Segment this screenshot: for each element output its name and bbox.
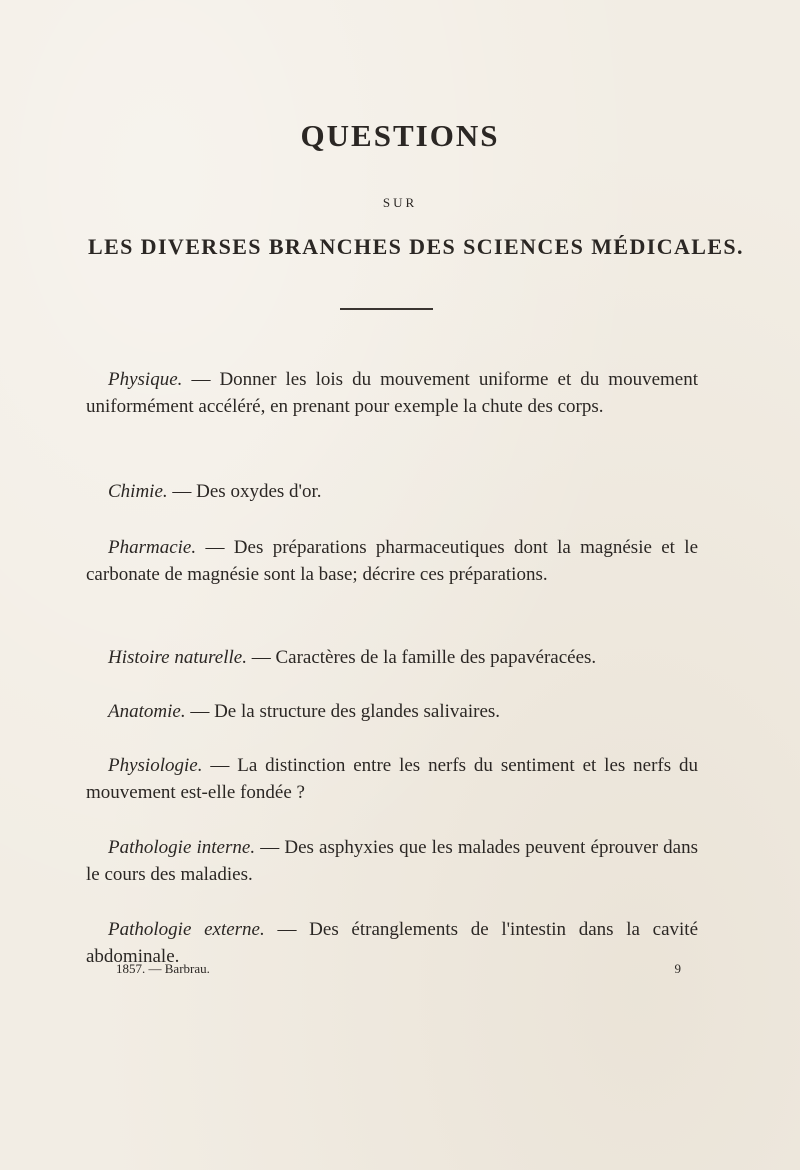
- printer-signature: 1857. — Barbrau.: [116, 961, 210, 976]
- question-histoire-naturelle: [86, 644, 596, 671]
- question-subject: Histoire naturelle.: [108, 647, 247, 668]
- question-subject: Physique.: [108, 369, 183, 390]
- question-subject: Anatomie.: [108, 701, 186, 722]
- title-connector: SUR: [382, 195, 418, 210]
- question-subject: Physiologie.: [108, 755, 203, 776]
- question-text: — Des préparations pharmaceutiques dont la magnésie et le carbonate de magnésie sont la base; décrire ces préparations.: [86, 537, 699, 585]
- question-text: — Des étranglements de l'intestin dans la cavité abdominale.: [86, 919, 699, 967]
- page-footer: [116, 961, 681, 977]
- sheet-number: 9: [674, 961, 681, 976]
- question-subject: Pathologie externe.: [108, 919, 265, 940]
- page-subtitle: LES DIVERSES BRANCHES DES SCIENCES MÉDICALES.: [88, 234, 744, 259]
- page-title: QUESTIONS: [300, 118, 500, 153]
- question-subject: Pharmacie.: [108, 537, 197, 558]
- question-text: — Donner les lois du mouvement uniforme et du mouvement uniformément accéléré, en prenant pour exemple la chute des corps.: [86, 369, 698, 417]
- question-subject: Pathologie interne.: [108, 837, 256, 858]
- question-physiologie: [86, 752, 698, 806]
- question-pharmacie: [86, 534, 698, 588]
- section-divider: [340, 308, 433, 310]
- question-text: — Caractères de la famille des papavéracées.: [251, 647, 597, 668]
- question-physique: [86, 366, 698, 420]
- question-text: — Des oxydes d'or.: [172, 481, 322, 502]
- question-text: — La distinction entre les nerfs du sentiment et les nerfs du mouvement est-elle fondée ?: [86, 755, 699, 803]
- question-chimie: [86, 478, 321, 505]
- question-pathologie-interne: [86, 834, 698, 888]
- question-subject: Chimie.: [108, 481, 168, 502]
- question-anatomie: [86, 698, 500, 725]
- question-text: — De la structure des glandes salivaires.: [190, 701, 501, 722]
- question-text: — Des asphyxies que les malades peuvent éprouver dans le cours des maladies.: [86, 837, 699, 885]
